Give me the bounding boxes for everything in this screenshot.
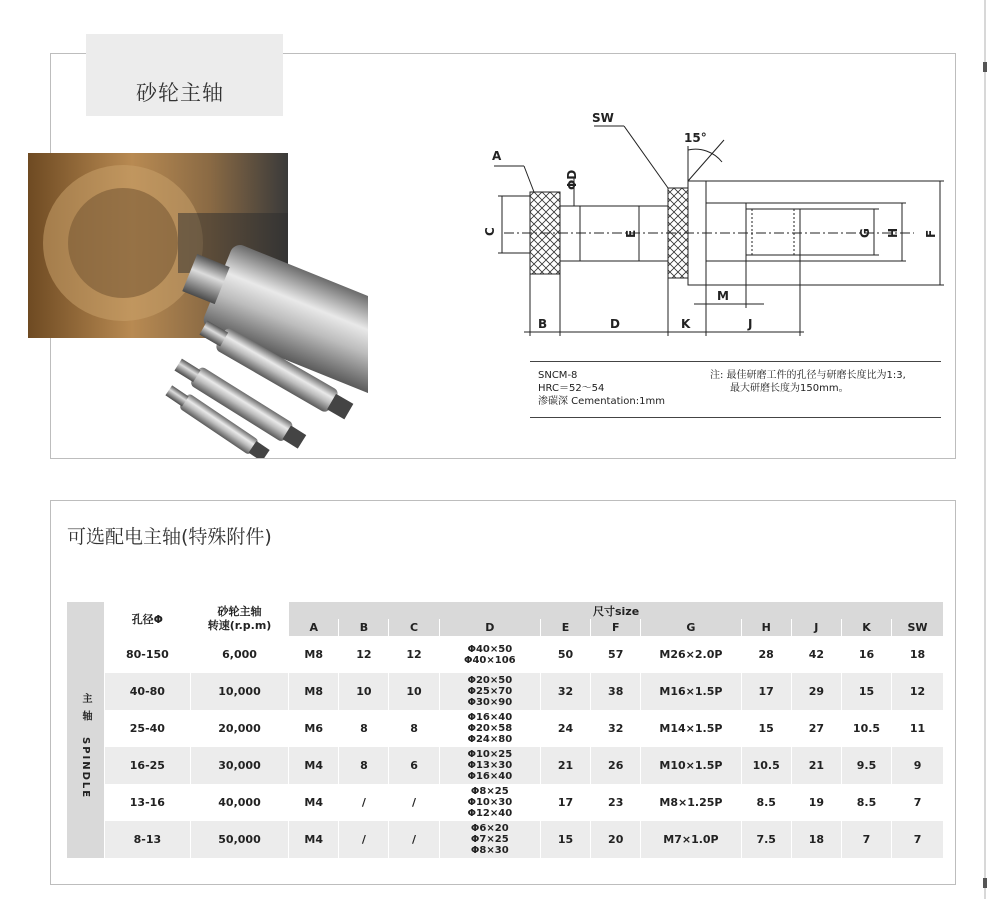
cell-c: / [389,784,439,821]
label-g: G [858,228,872,238]
cell-speed: 10,000 [190,673,288,710]
material-text: SNCM-8 [538,370,578,381]
label-c: C [483,227,497,236]
cell-k: 16 [841,636,891,673]
table-row [67,821,944,858]
cell-speed: 6,000 [190,636,288,673]
cell-bore: 16-25 [104,747,190,784]
side-header-cell [67,602,105,636]
cell-f: 23 [591,784,641,821]
header-dim-a: A [289,619,339,636]
cell-d-line: Φ6×20 [470,823,509,834]
cell-bore: 25-40 [104,710,190,747]
note-line-2: 最大研磨长度为150mm。 [730,383,849,394]
cell-c: / [389,821,439,858]
header-dim-d: D [439,619,540,636]
label-d: D [610,317,620,331]
cell-a: M4 [289,821,339,858]
table-row [67,673,944,710]
cell-g: M14×1.5P [641,710,741,747]
cell-h: 17 [741,673,791,710]
cell-h: 7.5 [741,821,791,858]
page-edge-mark-top [983,62,987,72]
material-notes [538,369,665,408]
cell-sw: 18 [892,636,943,673]
header-dim-sw: SW [892,619,943,636]
cell-g: M26×2.0P [641,636,741,673]
label-sw: SW [592,111,614,125]
cell-a: M8 [289,673,339,710]
cell-k: 9.5 [841,747,891,784]
cell-sw: 7 [892,821,943,858]
table-row [67,784,944,821]
cell-j: 42 [791,636,841,673]
cell-d-line: Φ30×90 [467,697,513,708]
cell-a: M4 [289,747,339,784]
cell-a: M4 [289,784,339,821]
cell-d-line: Φ40×50 [467,643,513,655]
header-bore: 孔径Φ [104,602,190,636]
cell-g: M10×1.5P [641,747,741,784]
cell-b: 8 [339,747,389,784]
label-m: M [717,289,729,303]
cell-k: 10.5 [841,710,891,747]
cell-bore: 80-150 [104,636,190,673]
cell-g: M16×1.5P [641,673,741,710]
cell-f: 38 [591,673,641,710]
header-speed-line2: 转速(r.p.m) [207,619,272,632]
cell-a: M6 [289,710,339,747]
label-angle: 15° [684,131,707,145]
cell-speed: 30,000 [190,747,288,784]
cell-d [439,673,540,710]
cell-b: 8 [339,710,389,747]
cell-e: 17 [540,784,590,821]
cell-c: 10 [389,673,439,710]
cementation-text: 渗碳深 Cementation:1mm [538,396,665,407]
header-dim-g: G [641,619,741,636]
cell-k: 7 [841,821,891,858]
label-h: H [886,227,900,238]
hrc-text: HRC＝52～54 [538,383,605,394]
cell-c: 8 [389,710,439,747]
cell-j: 21 [791,747,841,784]
cell-e: 50 [540,636,590,673]
table-row [67,747,944,784]
header-speed-line1: 砂轮主轴 [217,605,262,618]
cell-j: 19 [791,784,841,821]
cell-sw: 12 [892,673,943,710]
header-dim-j: J [791,619,841,636]
spindle-notes [530,361,941,418]
cell-d-line: Φ20×58 [467,723,513,734]
cell-h: 28 [741,636,791,673]
cell-d [439,747,540,784]
cell-e: 21 [540,747,590,784]
cell-e: 15 [540,821,590,858]
spindle-spec-table [66,602,943,858]
cell-d [439,821,540,858]
side-label-en: SPINDLE [79,736,91,799]
spec-table-body [67,636,944,858]
cell-h: 15 [741,710,791,747]
cell-g: M8×1.25P [641,784,741,821]
side-label-cn: 主 轴 [79,693,91,723]
cell-k: 15 [841,673,891,710]
cell-d-line: Φ16×40 [467,712,513,723]
spindle-photo [28,153,368,458]
header-dim-c: C [389,619,439,636]
cell-c: 12 [389,636,439,673]
section-title-grinding-spindle: 砂轮主轴 [136,81,224,105]
cell-d-line: Φ20×50 [467,675,513,686]
cell-d [439,710,540,747]
label-f: F [924,229,938,238]
cell-d-line: Φ16×40 [467,771,513,782]
cell-bore: 8-13 [104,821,190,858]
cell-d-line: Φ25×70 [467,686,513,697]
cell-f: 32 [591,710,641,747]
label-phid: ΦD [565,169,579,190]
grinding-note [710,369,906,395]
cell-j: 18 [791,821,841,858]
cell-a: M8 [289,636,339,673]
cell-b: / [339,821,389,858]
cell-j: 27 [791,710,841,747]
cell-h: 8.5 [741,784,791,821]
cell-sw: 7 [892,784,943,821]
cell-j: 29 [791,673,841,710]
header-dim-e: E [540,619,590,636]
cell-bore: 13-16 [104,784,190,821]
cell-bore: 40-80 [104,673,190,710]
cell-d-line: Φ10×25 [467,749,513,760]
cell-d-line: Φ40×106 [463,654,516,666]
label-b: B [538,317,548,331]
cell-h: 10.5 [741,747,791,784]
header-size: 尺寸size [289,602,943,619]
cell-speed: 50,000 [190,821,288,858]
cell-d-line: Φ7×25 [470,834,509,845]
page-edge-rule [984,0,986,899]
cell-k: 8.5 [841,784,891,821]
label-a: A [492,149,502,163]
cell-speed: 40,000 [190,784,288,821]
header-dim-b: B [339,619,389,636]
cell-d-line: Φ13×30 [467,760,513,771]
cell-sw: 9 [892,747,943,784]
cell-e: 24 [540,710,590,747]
cell-e: 32 [540,673,590,710]
cell-d-line: Φ8×30 [470,845,509,856]
label-j: J [748,317,753,331]
cell-b: / [339,784,389,821]
header-dim-f: F [591,619,641,636]
cell-f: 57 [591,636,641,673]
header-speed [190,602,288,636]
table-row [67,710,944,747]
cell-b: 10 [339,673,389,710]
cell-c: 6 [389,747,439,784]
label-k: K [681,317,691,331]
header-dim-k: K [841,619,891,636]
spindle-side-label [67,636,105,858]
cell-d [439,784,540,821]
header-dim-h: H [741,619,791,636]
cell-d [439,636,540,673]
cell-f: 26 [591,747,641,784]
cell-b: 12 [339,636,389,673]
cell-d-line: Φ10×30 [467,797,513,808]
cell-d-line: Φ24×80 [467,734,513,745]
note-line-1: 注: 最佳研磨工件的孔径与研磨长度比为1:3, [710,370,906,381]
cell-sw: 11 [892,710,943,747]
cell-speed: 20,000 [190,710,288,747]
section-title-optional-spindle: 可选配电主轴(特殊附件) [67,526,272,548]
cell-f: 20 [591,821,641,858]
label-e: E [624,229,638,238]
table-row [67,636,944,673]
cell-g: M7×1.0P [641,821,741,858]
page-edge-mark-bottom [983,878,987,888]
cell-d-line: Φ12×40 [467,808,513,819]
cell-d-line: Φ8×25 [470,786,509,797]
